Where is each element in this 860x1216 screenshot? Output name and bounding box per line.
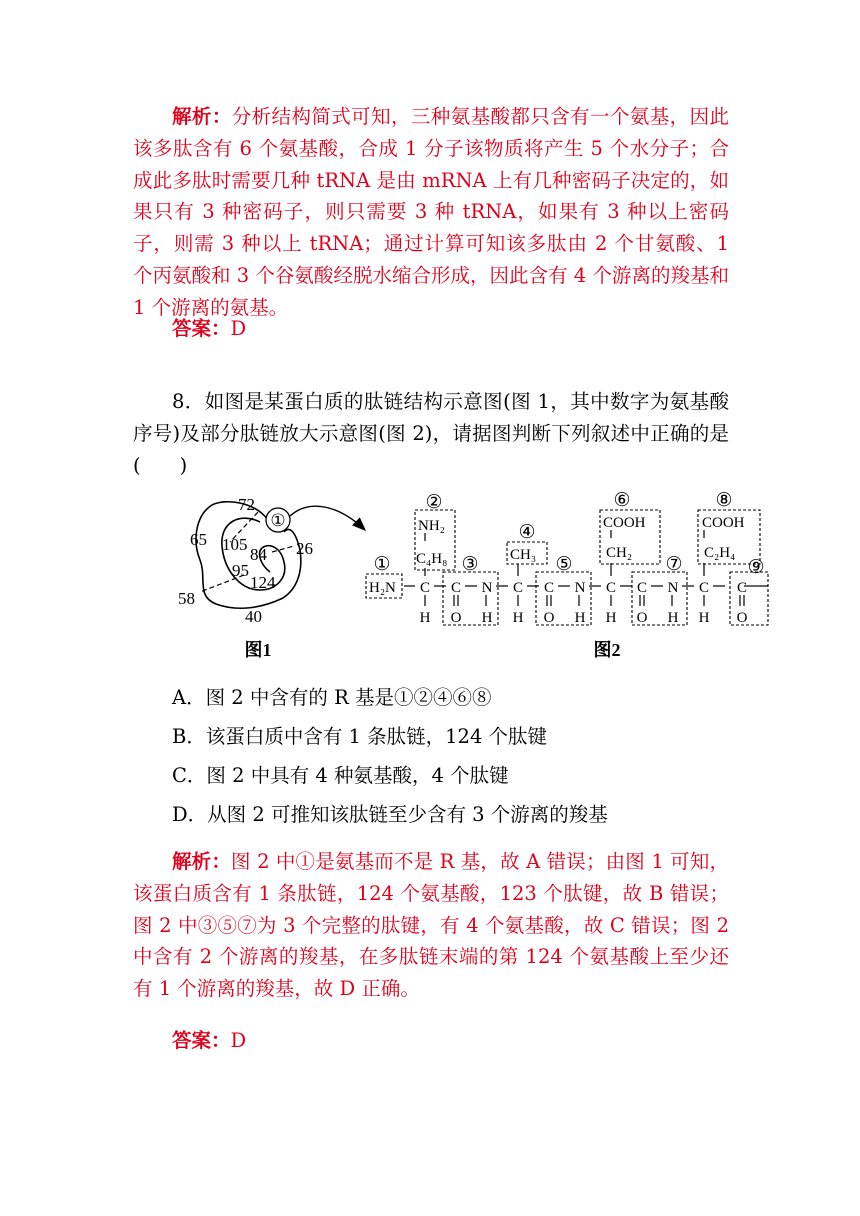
q7-analysis bbox=[133, 101, 729, 324]
q8-analysis bbox=[133, 846, 729, 1005]
fig1-num-72: 72 bbox=[238, 495, 255, 514]
atom-c3: C bbox=[512, 580, 524, 596]
atom-h5: H bbox=[605, 610, 617, 626]
option-c: C．图 2 中具有 4 种氨基酸，4 个肽键 bbox=[172, 764, 509, 787]
q8-answer-value: D bbox=[230, 1029, 247, 1052]
fig1-num-40: 40 bbox=[245, 607, 262, 626]
fig1-num-58: 58 bbox=[178, 589, 195, 608]
fig1-num-124: 124 bbox=[250, 573, 276, 592]
fig1-caption: 图1 bbox=[244, 640, 272, 660]
option-d: D．从图 2 可推知该肽链至少含有 3 个游离的羧基 bbox=[172, 803, 608, 826]
atom-c6: C bbox=[636, 580, 648, 596]
group-cooh-1: COOH bbox=[603, 515, 646, 531]
q7-analysis-text: 分析结构简式可知，三种氨基酸都只含有一个氨基，因此该多肽含有 6 个氨基酸，合成 1 分子该物质将产生 5 个水分子；合成此多肽时需要几种 tRNA 是由 mRNA 上有几种密码子决定的，如果只有 3 种密码子，则只需要 3 种 tRNA，如果有 3 种以上密码子，则需 3 种以上 tRNA；通过计算可知该多肽由 2 个甘氨酸、1 个丙氨酸和 3 个谷氨酸经脱水缩合形成，因此含有 4 个游离的羧基和 1 个游离的氨基。 bbox=[133, 105, 729, 319]
atom-n1: N bbox=[481, 580, 493, 596]
group-c4h8: C₄H₈ bbox=[416, 551, 448, 567]
analysis-label: 解析： bbox=[172, 850, 232, 873]
arrow bbox=[290, 506, 365, 530]
group-nh2: NH₂ bbox=[418, 518, 445, 534]
group-c2h4: C₂H₄ bbox=[704, 545, 736, 561]
label-5: ⑤ bbox=[555, 554, 573, 575]
atom-h4: H bbox=[574, 610, 586, 626]
fig1-num-84: 84 bbox=[250, 545, 267, 564]
atom-c2: C bbox=[450, 580, 462, 596]
group-cooh-2: COOH bbox=[702, 515, 745, 531]
group-ch3: CH₃ bbox=[510, 547, 537, 563]
atom-c7: C bbox=[698, 580, 710, 596]
atom-o2: O bbox=[543, 610, 555, 626]
label-2: ② bbox=[425, 492, 443, 513]
group-ch2: CH₂ bbox=[606, 545, 633, 561]
fig1-num-26: 26 bbox=[296, 539, 313, 558]
label-7: ⑦ bbox=[665, 554, 683, 575]
atom-o4: O bbox=[736, 610, 748, 626]
label-9: ⑨ bbox=[747, 557, 765, 578]
label-8: ⑧ bbox=[715, 490, 733, 511]
answer-label: 答案： bbox=[172, 317, 231, 340]
analysis-label: 解析： bbox=[172, 105, 232, 128]
atom-o3: O bbox=[636, 610, 648, 626]
atom-n3: N bbox=[667, 580, 679, 596]
atom-c8: C bbox=[736, 580, 748, 596]
atom-o1: O bbox=[450, 610, 462, 626]
q7-answer-value: D bbox=[230, 317, 247, 340]
label-3: ③ bbox=[461, 554, 479, 575]
fig1-num-65: 65 bbox=[190, 530, 207, 549]
q7-answer bbox=[172, 313, 246, 341]
atom-h3: H bbox=[512, 610, 524, 626]
option-a: A．图 2 中含有的 R 基是①②④⑥⑧ bbox=[172, 686, 492, 709]
atom-c4: C bbox=[543, 580, 555, 596]
atom-c5: C bbox=[605, 580, 617, 596]
fig2-caption: 图2 bbox=[593, 640, 621, 660]
atom-h6: H bbox=[667, 610, 679, 626]
q8-stem: 8．如图是某蛋白质的肽链结构示意图(图 1，其中数字为氨基酸序号)及部分肽链放大示意图(图 2)，请据图判断下列叙述中正确的是( ) bbox=[133, 390, 729, 477]
label-4: ④ bbox=[518, 522, 536, 543]
label-1: ① bbox=[373, 554, 391, 575]
answer-label: 答案： bbox=[172, 1029, 231, 1052]
option-b: B．该蛋白质中含有 1 条肽链，124 个肽键 bbox=[172, 725, 548, 748]
start-circle-label: ① bbox=[270, 511, 286, 530]
fig1-num-95: 95 bbox=[232, 561, 249, 580]
figure-area bbox=[0, 480, 860, 670]
figure-1 bbox=[178, 495, 365, 660]
atom-h2: H bbox=[481, 610, 493, 626]
atom-h7: H bbox=[698, 610, 710, 626]
q8-answer bbox=[172, 1025, 246, 1053]
label-6: ⑥ bbox=[613, 490, 631, 511]
group-h2n: H₂N bbox=[369, 580, 396, 596]
atom-c1: C bbox=[419, 580, 431, 596]
fig1-num-105: 105 bbox=[222, 535, 248, 554]
figure-2 bbox=[366, 490, 768, 660]
atom-n2: N bbox=[574, 580, 586, 596]
atom-h1: H bbox=[419, 610, 431, 626]
q8-analysis-text: 图 2 中①是氨基而不是 R 基，故 A 错误；由图 1 可知，该蛋白质含有 1 条肽链，124 个氨基酸，123 个肽键，故 B 错误；图 2 中③⑤⑦为 3 个完整的肽键，有 4 个氨基酸，故 C 错误；图 2 中含有 2 个游离的羧基，在多肽链末端的第 124 个氨基酸上至少还有 1 个游离的羧基，故 D 正确。 bbox=[133, 850, 729, 1001]
